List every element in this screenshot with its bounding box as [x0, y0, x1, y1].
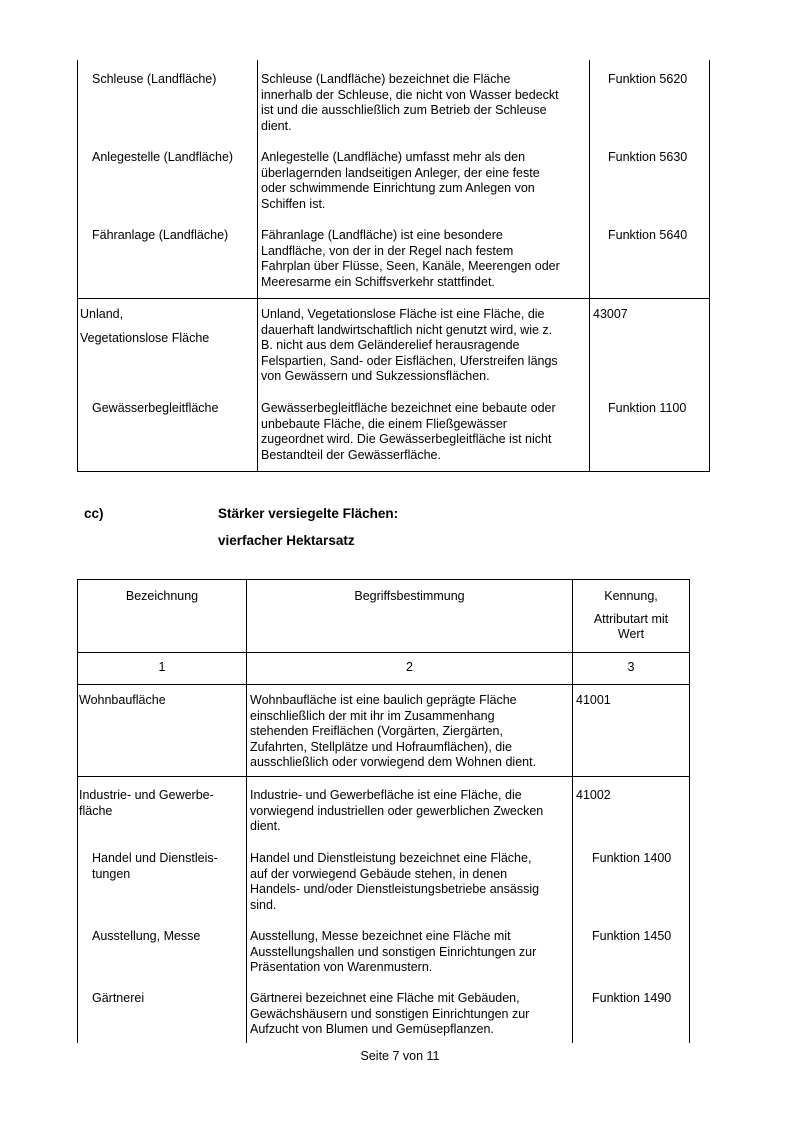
- table2-row-code: 41001: [576, 693, 611, 707]
- table1-row-term: Schleuse (Landfläche): [92, 72, 217, 86]
- table2-border-left: [77, 579, 78, 1043]
- table1-border-right: [709, 60, 710, 472]
- table1-row-code: Funktion 1100: [608, 401, 687, 415]
- table2-row-definition: Handel und Dienstleistung bezeichnet eine Fläche, auf der vorwiegend Gebäude stehen, in denen Handels- und/oder Dienstleistungsbetriebe ansässig sind.: [250, 851, 540, 912]
- table1-row-code: Funktion 5630: [608, 150, 688, 164]
- page-number: Seite 7 von 11: [360, 1049, 440, 1063]
- table2-divider-2: [572, 579, 573, 1043]
- table1-row-definition: Fähranlage (Landfläche) ist eine besondere Landfläche, von der in der Regel nach festem Fahrplan über Flüsse, Seen, Kanäle, Meerengen oder Meeresarme ein Schiffsverkehr stattfindet.: [261, 228, 560, 289]
- table1-border-bottom: [77, 471, 710, 472]
- table2-row-term: Gärtnerei: [92, 991, 145, 1005]
- table1-row-term: Fähranlage (Landfläche): [92, 228, 229, 242]
- column-header-term: Bezeichnung: [125, 589, 199, 603]
- table2-row-term: Wohnbaufläche: [79, 693, 166, 707]
- table2-row-separator: [77, 776, 690, 777]
- table1-row-code: 43007: [593, 307, 628, 321]
- column-number: 3: [627, 660, 635, 674]
- table2-row-code: Funktion 1400: [592, 851, 672, 865]
- table1-row-definition: Schleuse (Landfläche) bezeichnet die Fläche innerhalb der Schleuse, die nicht von Wasser bedeckt ist und die ausschließlich zum Betrieb der Schleuse dient.: [261, 72, 559, 133]
- table2-border-right: [689, 579, 690, 1043]
- table1-row-term: Anlegestelle (Landfläche): [92, 150, 234, 164]
- section-number: cc): [84, 506, 104, 521]
- table2-border-top: [77, 579, 690, 580]
- table1-row-definition: Gewässerbegleitfläche bezeichnet eine bebaute oder unbebaute Fläche, die einem Fließgewässer zugeordnet wird. Die Gewässerbegleitfläche ist nicht Bestandteil der Gewässerfläche.: [261, 401, 556, 462]
- table2-row-definition: Wohnbaufläche ist eine baulich geprägte Fläche einschließlich der mit ihr im Zusammenhang stehenden Freiflächen (Vorgärten, Ziergärten, Zufahrten, Stellplätze und Hofraumflächen), die ausschließlich oder vorwiegend dem Wohnen dient.: [250, 693, 537, 770]
- table2-row-term: Ausstellung, Messe: [92, 929, 201, 943]
- section-subtitle: vierfacher Hektarsatz: [218, 533, 355, 548]
- table1-border-left: [77, 60, 78, 472]
- table2-row-definition: Industrie- und Gewerbefläche ist eine Fläche, die vorwiegend industriellen oder gewerblichen Zwecken dient.: [250, 788, 544, 834]
- table2-row-term: Handel und Dienstleis- tungen: [92, 851, 218, 881]
- section-title: Stärker versiegelte Flächen:: [218, 506, 399, 521]
- table1-row-separator: [77, 298, 710, 299]
- table1-divider-1: [257, 60, 258, 472]
- table2-row-term: Industrie- und Gewerbe- fläche: [79, 788, 214, 818]
- table2-header-separator: [77, 652, 690, 653]
- table2-row-definition: Ausstellung, Messe bezeichnet eine Fläche mit Ausstellungshallen und sonstigen Einrichtungen zur Präsentation von Warenmustern.: [250, 929, 537, 975]
- column-header-code: Kennung, Attributart mit Wert: [593, 589, 669, 642]
- table1-divider-2: [589, 60, 590, 472]
- column-header-definition: Begriffsbestimmung: [354, 589, 465, 603]
- column-number: 1: [158, 660, 166, 674]
- table2-row-code: 41002: [576, 788, 611, 802]
- column-number: 2: [406, 660, 413, 674]
- table2-row-code: Funktion 1490: [592, 991, 672, 1005]
- table2-number-separator: [77, 684, 690, 685]
- table1-row-definition: Anlegestelle (Landfläche) umfasst mehr als den überlagernden landseitigen Anleger, der eine feste oder schwimmende Einrichtung zum Anlegen von Schiffen ist.: [261, 150, 540, 211]
- table1-row-code: Funktion 5640: [608, 228, 688, 242]
- table1-row-term: Gewässerbegleitfläche: [92, 401, 219, 415]
- table1-row-code: Funktion 5620: [608, 72, 688, 86]
- table1-row-term: Unland, Vegetationslose Fläche: [80, 307, 210, 345]
- table1-row-definition: Unland, Vegetationslose Fläche ist eine Fläche, die dauerhaft landwirtschaftlich nicht genutzt wird, wie z. B. nicht aus dem Geländerelief herausragende Felspartien, Sand- oder Eisflächen, Uferstreifen längs von Gewässern und Sukzessionsflächen.: [261, 307, 558, 384]
- table2-divider-1: [246, 579, 247, 1043]
- table2-row-code: Funktion 1450: [592, 929, 672, 943]
- table2-row-definition: Gärtnerei bezeichnet eine Fläche mit Gebäuden, Gewächshäusern und sonstigen Einrichtungen zur Aufzucht von Blumen und Gemüsepflanzen.: [250, 991, 530, 1037]
